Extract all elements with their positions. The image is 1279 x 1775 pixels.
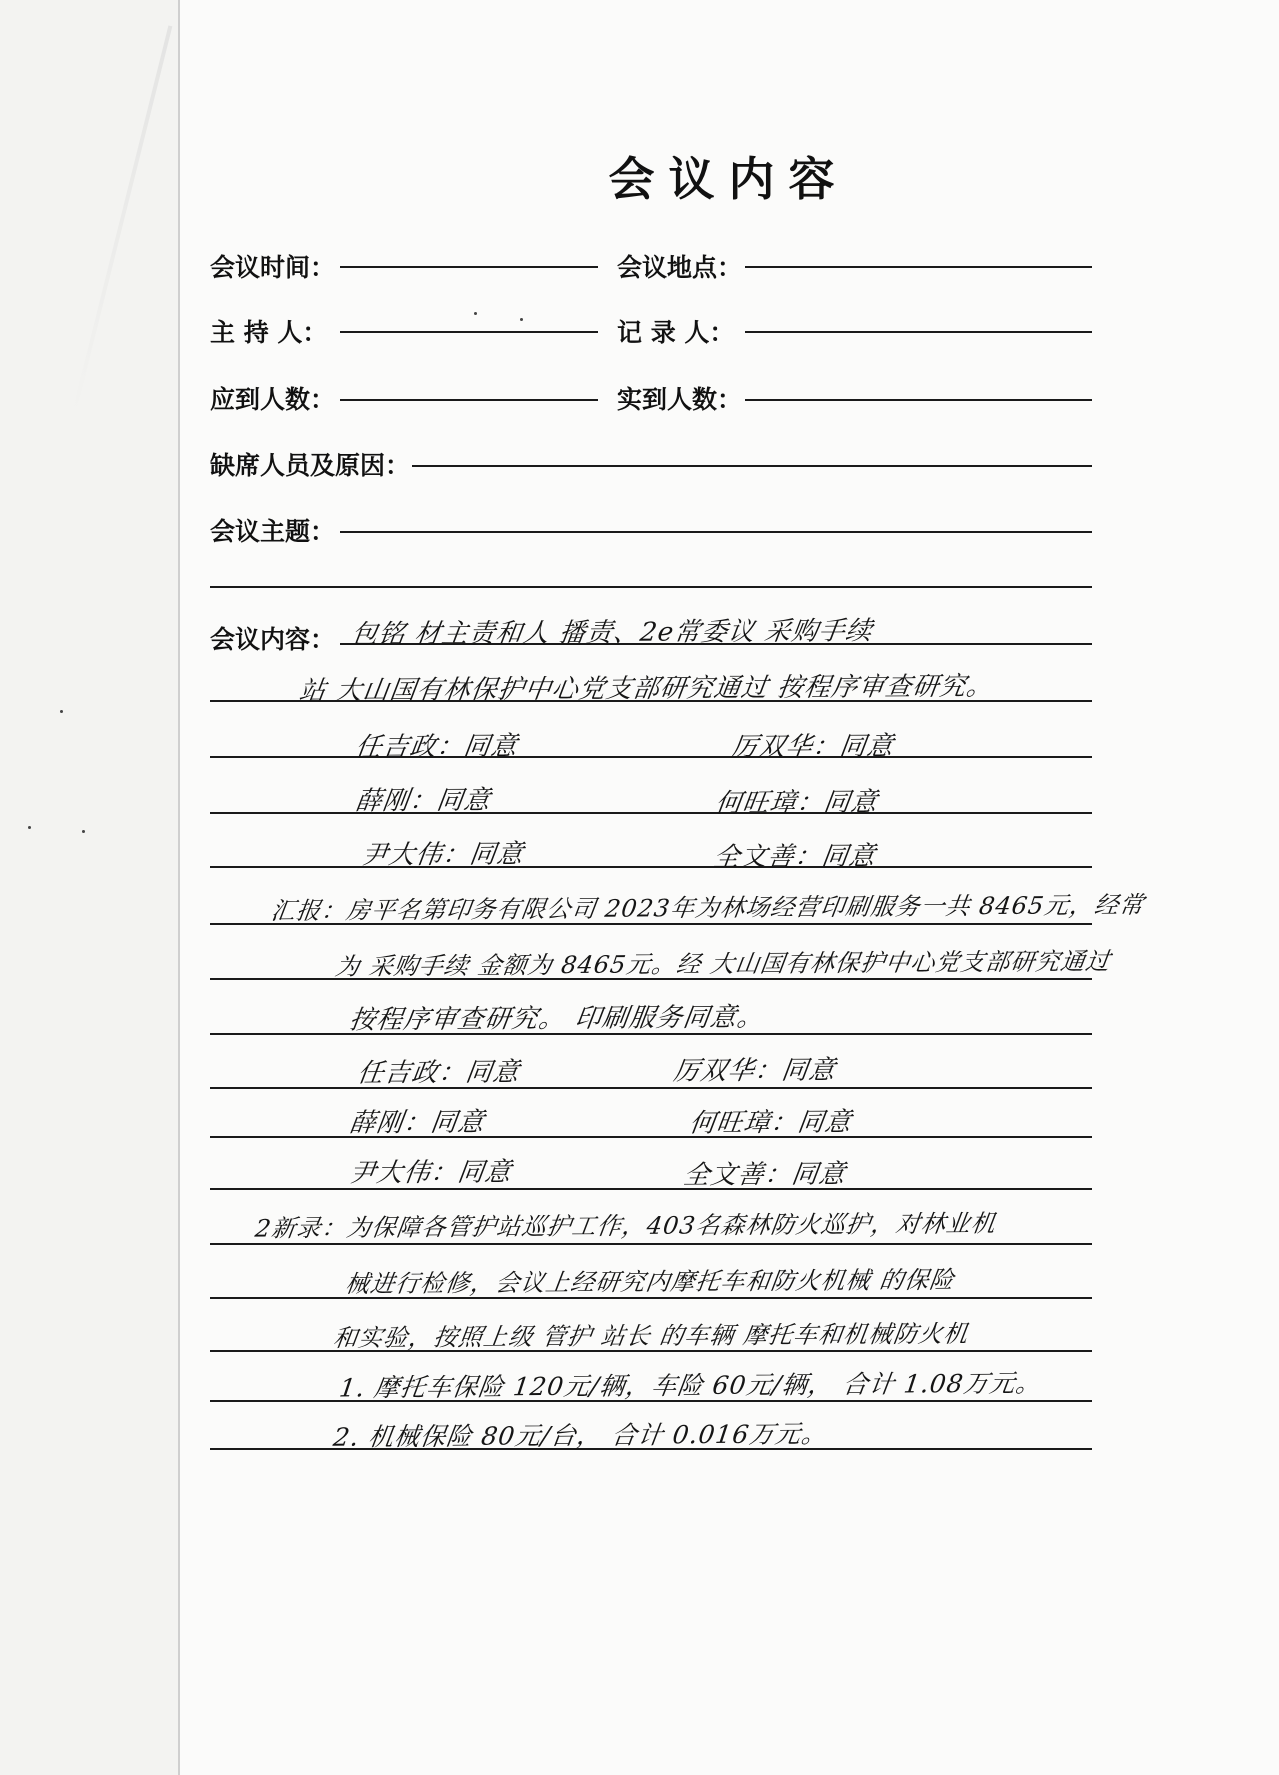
meeting-time-label: 会议时间： bbox=[210, 253, 336, 282]
hand-line-14: 和实验，按照上级 管护 站长 的车辆 摩托车和机械防火机 bbox=[331, 1319, 971, 1353]
hand-line-15: 1. 摩托车保险 120元/辆，车险 60元/辆， 合计 1.08万元。 bbox=[337, 1368, 1044, 1403]
vote-a-1-left: 任吉政：同意 bbox=[353, 731, 520, 763]
scan-speck bbox=[520, 318, 523, 321]
paper-fold-shadow bbox=[72, 25, 173, 414]
content-rule-3 bbox=[210, 756, 1092, 758]
topic-line bbox=[340, 531, 1092, 533]
hand-line-6: 汇报：房平名第印务有限公司 2023年为林场经营印刷服务一共 8465元，经常 bbox=[269, 890, 1147, 926]
recorder-line bbox=[745, 331, 1092, 333]
vote-a-2-right: 何旺璋：同意 bbox=[713, 787, 880, 819]
expected-count-label: 应到人数： bbox=[210, 385, 336, 414]
host-label: 主 持 人： bbox=[210, 318, 328, 347]
hand-line-16: 2. 机械保险 80元/台， 合计 0.016万元。 bbox=[331, 1419, 830, 1452]
hand-line-8: 按程序审查研究。 印刷服务同意。 bbox=[347, 1002, 767, 1036]
vote-b-3-left: 尹大伟：同意 bbox=[347, 1157, 514, 1189]
meeting-place-line bbox=[745, 266, 1092, 268]
vote-a-1-right: 厉双华：同意 bbox=[729, 731, 896, 763]
scan-speck bbox=[28, 826, 31, 829]
meeting-time-line bbox=[340, 266, 598, 268]
meeting-place-label: 会议地点： bbox=[617, 253, 743, 282]
content-rule-9 bbox=[210, 1087, 1092, 1089]
vote-b-3-right: 全文善：同意 bbox=[681, 1159, 848, 1191]
content-rule-10 bbox=[210, 1136, 1092, 1138]
absent-label: 缺席人员及原因： bbox=[210, 451, 411, 480]
recorder-label: 记 录 人： bbox=[617, 318, 735, 347]
actual-count-line bbox=[745, 399, 1092, 401]
content-label: 会议内容： bbox=[210, 625, 336, 654]
scan-speck bbox=[474, 312, 477, 315]
hand-line-13: 械进行检修，会议上经研究内摩托车和防火机械 的保险 bbox=[343, 1265, 957, 1299]
content-rule-11 bbox=[210, 1188, 1092, 1190]
hand-line-12: 2新录：为保障各管护站巡护工作，403名森林防火巡护，对林业机 bbox=[253, 1209, 998, 1243]
content-rule-12 bbox=[210, 1243, 1092, 1245]
host-line bbox=[340, 331, 598, 333]
hand-line-1: 包铭 材主责和人 播责、2e常委议 采购手续 bbox=[349, 616, 875, 650]
hand-line-7: 为 采购手续 金额为 8465元。经 大山国有林保护中心党支部研究通过 bbox=[333, 947, 1113, 981]
hand-line-2: 站 大山国有林保护中心党支部研究通过 按程序审查研究。 bbox=[297, 671, 996, 707]
vote-b-1-right: 厉双华：同意 bbox=[671, 1055, 838, 1087]
vote-b-1-left: 任吉政：同意 bbox=[355, 1057, 522, 1089]
scan-speck bbox=[82, 830, 85, 833]
topic-line-2 bbox=[210, 586, 1092, 588]
actual-count-label: 实到人数： bbox=[617, 385, 743, 414]
topic-label: 会议主题： bbox=[210, 517, 336, 546]
page-title: 会议内容 bbox=[608, 152, 849, 206]
vote-a-3-left: 尹大伟：同意 bbox=[359, 839, 526, 871]
content-rule-5 bbox=[210, 866, 1092, 868]
absent-line bbox=[412, 465, 1092, 467]
scan-speck bbox=[60, 710, 63, 713]
expected-count-line bbox=[340, 399, 598, 401]
vote-a-3-right: 全文善：同意 bbox=[711, 841, 878, 873]
content-rule-4 bbox=[210, 812, 1092, 814]
vote-a-2-left: 薛刚：同意 bbox=[353, 785, 493, 817]
vote-b-2-right: 何旺璋：同意 bbox=[687, 1107, 854, 1139]
vote-b-2-left: 薛刚：同意 bbox=[347, 1107, 487, 1139]
